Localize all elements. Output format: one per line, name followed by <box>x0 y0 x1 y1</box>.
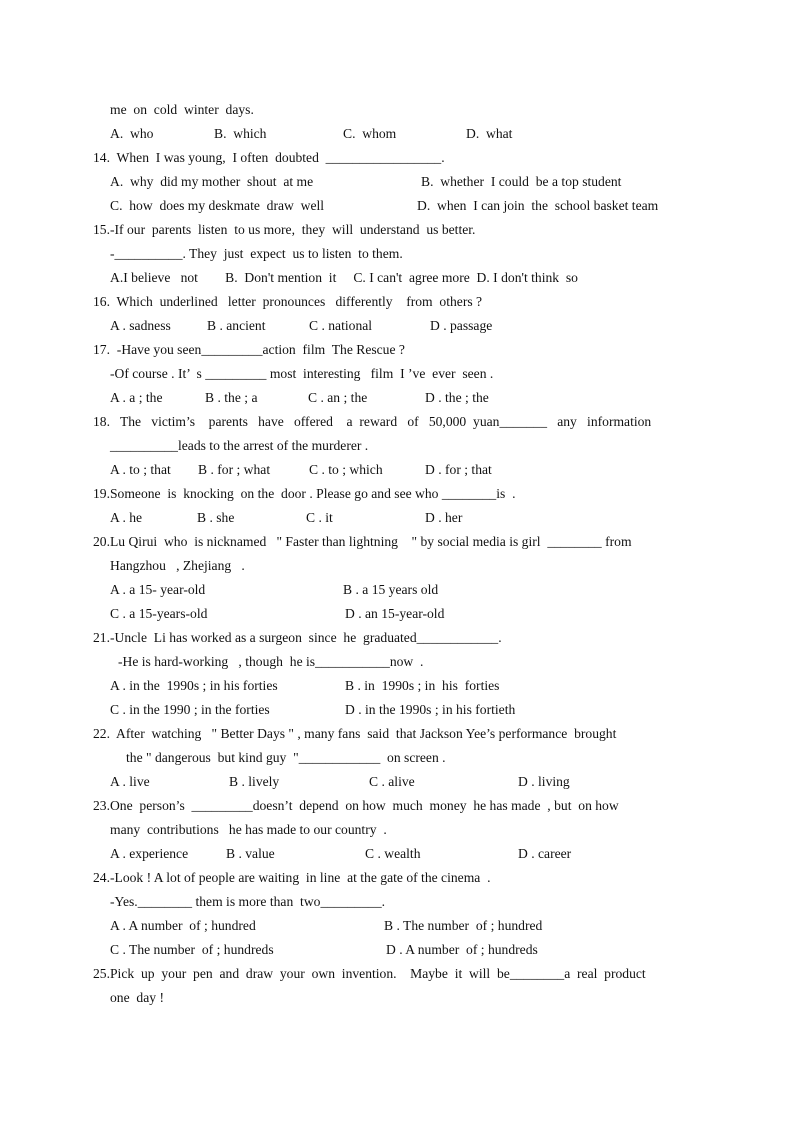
q19-option-d: D . her <box>425 510 463 525</box>
question-25-stem: 25.Pick up your pen and draw your own invention. Maybe it will be________a real product <box>93 966 646 981</box>
q18-option-a: A . to ; that <box>110 462 171 477</box>
q20-option-b: B . a 15 years old <box>343 582 439 597</box>
question-24-stem: 24.-Look ! A lot of people are waiting in line at the gate of the cinema . <box>93 870 491 885</box>
q13-option-a: A. who <box>110 126 154 141</box>
q19-option-a: A . he <box>110 510 143 525</box>
q23-option-b: B . value <box>226 846 275 861</box>
question-14-stem: 14. When I was young, I often doubted _________________. <box>93 150 445 165</box>
q23-option-c: C . wealth <box>365 846 421 861</box>
q14-option-a: A. why did my mother shout at me <box>110 174 314 189</box>
q21-option-d: D . in the 1990s ; in his fortieth <box>345 702 516 717</box>
q18-option-d: D . for ; that <box>425 462 492 477</box>
q21-option-b: B . in 1990s ; in his forties <box>345 678 500 693</box>
q17-option-b: B . the ; a <box>205 390 258 405</box>
q19-option-c: C . it <box>306 510 333 525</box>
q24-option-a: A . A number of ; hundred <box>110 918 256 933</box>
question-20-continuation: Hangzhou , Zhejiang . <box>110 558 245 573</box>
q22-option-b: B . lively <box>229 774 280 789</box>
q20-option-d: D . an 15-year-old <box>345 606 445 621</box>
q17-option-c: C . an ; the <box>308 390 368 405</box>
question-23-stem: 23.One person’s _________doesn’t depend on how much money he has made , but on how <box>93 798 619 813</box>
question-22-continuation: the " dangerous but kind guy "____________ on screen . <box>126 750 446 765</box>
q21-option-c: C . in the 1990 ; in the forties <box>110 702 270 717</box>
question-17-stem: 17. -Have you seen_________action film The Rescue ? <box>93 342 405 357</box>
question-19-stem: 19.Someone is knocking on the door . Please go and see who ________is . <box>93 486 516 501</box>
q24-option-b: B . The number of ; hundred <box>384 918 543 933</box>
q13-option-c: C. whom <box>343 126 397 141</box>
question-16-stem: 16. Which underlined letter pronounces differently from others ? <box>93 294 483 309</box>
q23-option-a: A . experience <box>110 846 189 861</box>
q21-option-a: A . in the 1990s ; in his forties <box>110 678 278 693</box>
q22-option-a: A . live <box>110 774 150 789</box>
q20-option-a: A . a 15- year-old <box>110 582 206 597</box>
question-21-stem: 21.-Uncle Li has worked as a surgeon since he graduated____________. <box>93 630 502 645</box>
q18-option-c: C . to ; which <box>309 462 383 477</box>
q16-option-b: B . ancient <box>207 318 266 333</box>
q15-options: A.I believe not B. Don't mention it C. I can't agree more D. I don't think so <box>110 270 578 285</box>
q16-option-c: C . national <box>309 318 373 333</box>
q17-option-a: A . a ; the <box>110 390 163 405</box>
question-13-continuation: me on cold winter days. <box>110 102 254 117</box>
question-20-stem: 20.Lu Qirui who is nicknamed " Faster than lightning " by social media is girl ________ from <box>93 534 632 549</box>
question-15-stem: 15.-If our parents listen to us more, they will understand us better. <box>93 222 476 237</box>
q23-option-d: D . career <box>518 846 572 861</box>
q18-option-b: B . for ; what <box>198 462 271 477</box>
q13-option-d: D. what <box>466 126 513 141</box>
question-18-stem: 18. The victim’s parents have offered a reward of 50,000 yuan_______ any information <box>93 414 652 429</box>
q22-option-c: C . alive <box>369 774 415 789</box>
question-22-stem: 22. After watching " Better Days " , many fans said that Jackson Yee’s performance brought <box>93 726 617 741</box>
q16-option-a: A . sadness <box>110 318 171 333</box>
question-23-continuation: many contributions he has made to our country . <box>110 822 387 837</box>
q24-option-c: C . The number of ; hundreds <box>110 942 274 957</box>
question-25-continuation: one day ! <box>110 990 164 1005</box>
q22-option-d: D . living <box>518 774 570 789</box>
q19-option-b: B . she <box>197 510 235 525</box>
q20-option-c: C . a 15-years-old <box>110 606 208 621</box>
q13-option-b: B. which <box>214 126 267 141</box>
question-24-response: -Yes.________ them is more than two_________. <box>110 894 386 909</box>
q24-option-d: D . A number of ; hundreds <box>386 942 538 957</box>
question-18-continuation: __________leads to the arrest of the murderer . <box>110 438 369 453</box>
q14-option-b: B. whether I could be a top student <box>421 174 622 189</box>
question-15-response: -__________. They just expect us to listen to them. <box>110 246 403 261</box>
q14-option-c: C. how does my deskmate draw well <box>110 198 325 213</box>
question-21-response: -He is hard-working , though he is___________now . <box>118 654 424 669</box>
q14-option-d: D. when I can join the school basket team <box>417 198 659 213</box>
q17-option-d: D . the ; the <box>425 390 489 405</box>
question-17-response: -Of course . It’ s _________ most interesting film I ’ve ever seen . <box>110 366 494 381</box>
q16-option-d: D . passage <box>430 318 493 333</box>
